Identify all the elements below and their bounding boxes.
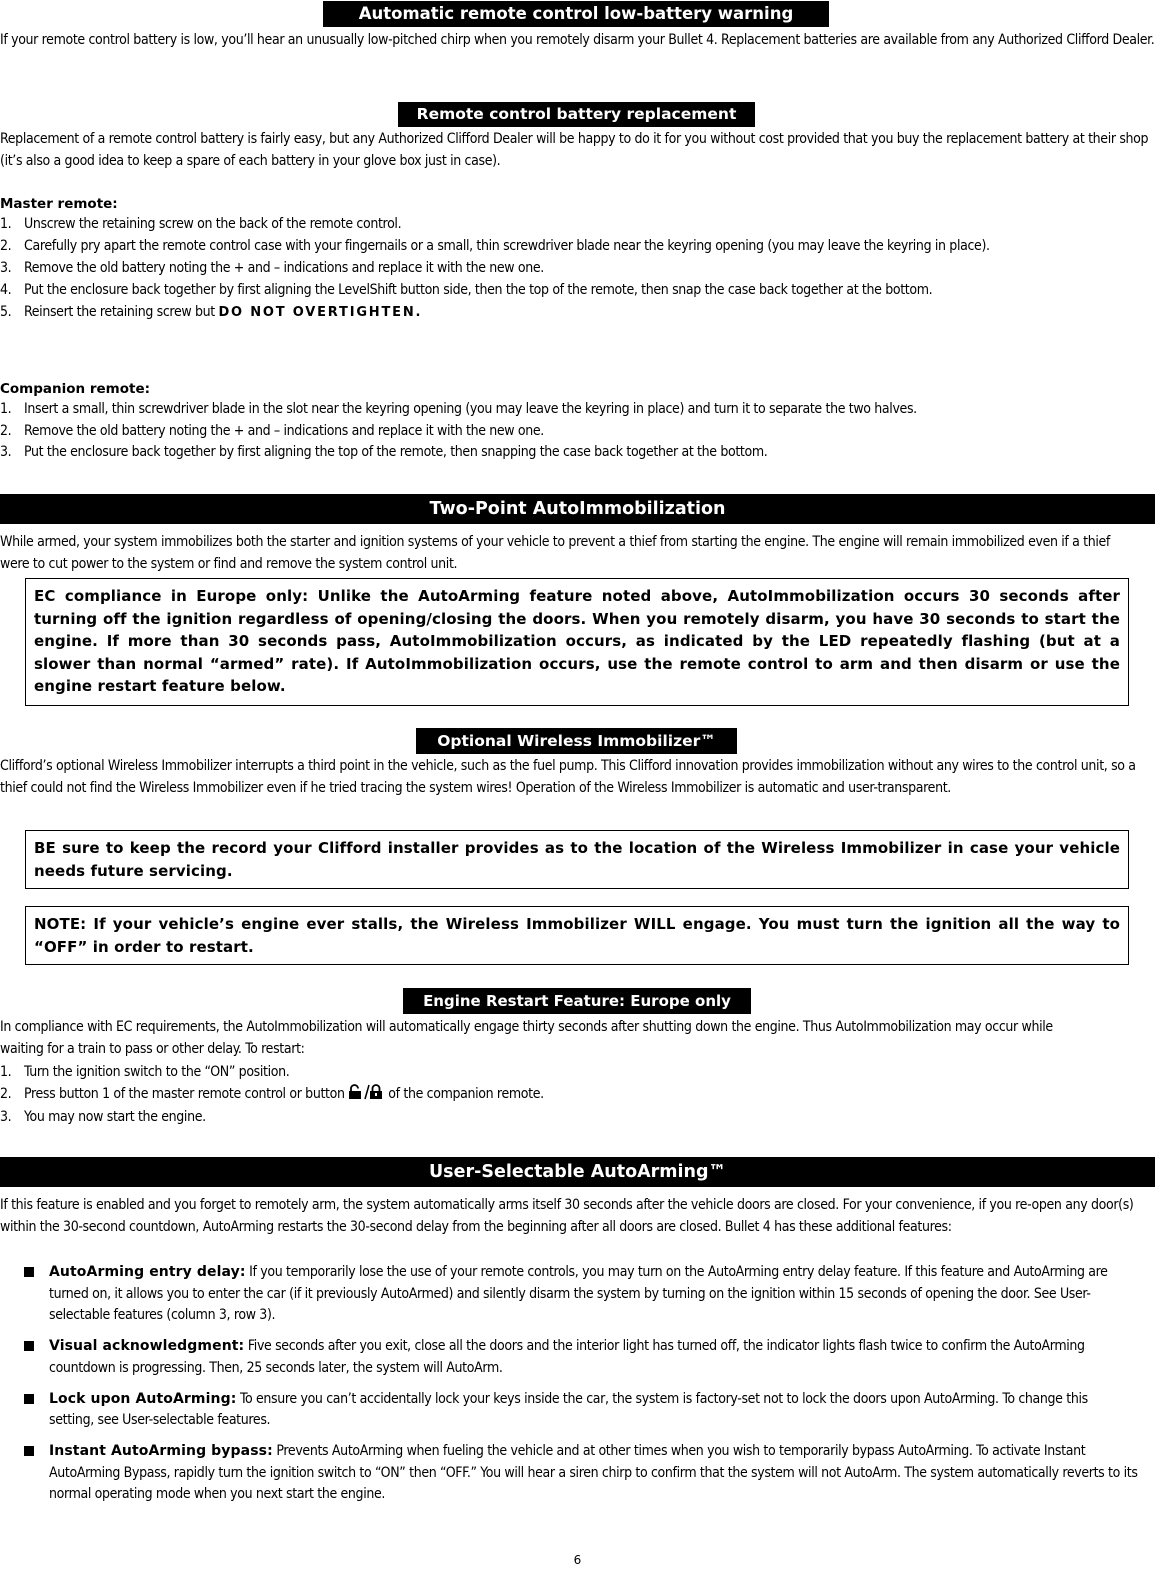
list-item: 2. Carefully pry apart the remote control case with your fingernails or a small, thin screwdriver blade near the keyring opening (you may leave the keyring in place). — [0, 238, 990, 254]
list-item: 1. Insert a small, thin screwdriver blade in the slot near the keyring opening (you may leave the keyring in place) and turn it to separate the two halves. — [0, 401, 917, 417]
list-item: Instant AutoArming bypass: Prevents AutoArming when fueling the vehicle and at other times when you wish to temporarily bypass AutoArming. To activate Instant AutoArming Bypass, rapidly turn the ignition switch to “ON” then “OFF.” You will hear a siren chirp to confirm that the system will not AutoArm. The system automatically reverts to its normal operating mode when you next start the engine. — [0, 1441, 1150, 1506]
heading-two-point-immobilization: Two-Point AutoImmobilization — [0, 494, 1155, 524]
list-item: 3. You may now start the engine. — [0, 1109, 206, 1125]
low-battery-text: If your remote control battery is low, you’ll hear an unusually low-pitched chirp when you remotely disarm your Bullet 4. Replacement batteries are available from any Authorized Clifford Dealer. — [0, 32, 1155, 48]
companion-remote-heading: Companion remote: — [0, 381, 151, 397]
list-item: 1. Unscrew the retaining screw on the back of the remote control. — [0, 216, 402, 232]
master-remote-steps — [0, 214, 1155, 323]
lock-unlock-icon — [348, 1084, 382, 1108]
heading-low-battery: Automatic remote control low-battery warning — [323, 1, 829, 27]
immobilization-text: While armed, your system immobilizes both the starter and ignition systems of your vehicle to prevent a thief from starting the engine. The engine will remain immobilized even if a thief were to cut power to the system or find and remove the system control unit. — [0, 534, 1111, 572]
heading-wireless-immobilizer: Optional Wireless Immobilizer™ — [416, 728, 737, 754]
list-item: Visual acknowledgment: Five seconds after you exit, close all the doors and the interior light has turned off, the indicator lights flash twice to confirm the AutoArming countdown is progressing. Then, 25 seconds later, the system will AutoArm. — [0, 1336, 1150, 1379]
list-item: 2. Remove the old battery noting the + and – indications and replace it with the new one. — [0, 422, 544, 439]
list-item: 4. Put the enclosure back together by first aligning the LevelShift button side, then the top of the remote, then snap the case back together at the bottom. — [0, 281, 933, 298]
list-item: AutoArming entry delay: If you temporarily lose the use of your remote controls, you may turn on the AutoArming entry delay feature. If this feature and AutoArming are turned on, it allows you to enter the car (if it previously AutoArmed) and silently disarm the system by turning on the ignition within 15 seconds of opening the door. See User-selectable features (column 3, row 3). — [0, 1262, 1150, 1327]
bullet-square-icon — [24, 1267, 34, 1277]
installer-record-note: BE sure to keep the record your Clifford installer provides as to the location of the Wireless Immobilizer in case your vehicle needs future servicing. — [25, 830, 1129, 889]
heading-engine-restart: Engine Restart Feature: Europe only — [403, 988, 751, 1014]
list-item: 3. Remove the old battery noting the + and – indications and replace it with the new one. — [0, 259, 544, 276]
engine-stall-note: NOTE: If your vehicle’s engine ever stalls, the Wireless Immobilizer WILL engage. You must turn the ignition all the way to “OFF” in order to restart. — [25, 906, 1129, 965]
master-remote-heading: Master remote: — [0, 196, 118, 212]
companion-remote-steps — [0, 399, 1155, 464]
engine-restart-steps — [0, 1062, 1155, 1129]
battery-replacement-text: Replacement of a remote control battery is fairly easy, but any Authorized Clifford Dealer will be happy to do it for you without cost provided that you buy the replacement battery at their shop (it’s also a good idea to keep a spare of each battery in your glove box just in case). — [0, 131, 1149, 169]
list-item: 3. Put the enclosure back together by first aligning the top of the remote, then snapping the case back together at the bottom. — [0, 444, 768, 460]
list-item: 5. Reinsert the retaining screw but DO NOT OVERTIGHTEN. — [0, 304, 423, 320]
engine-restart-text: In compliance with EC requirements, the AutoImmobilization will automatically engage thirty seconds after shutting down the engine. Thus AutoImmobilization may occur while waiting for a train to pass or other delay. To restart: — [0, 1019, 1053, 1057]
list-item: 1. Turn the ignition switch to the “ON” position. — [0, 1064, 290, 1080]
ec-compliance-note: EC compliance in Europe only: Unlike the AutoArming feature noted above, AutoImmobilization occurs 30 seconds after turning off the ignition regardless of opening/closing the doors. When you remotely disarm, you have 30 seconds to start the engine. If more than 30 seconds pass, AutoImmobilization occurs, as indicated by the LED repeatedly flashing (but at a slower than normal “armed” rate). If AutoImmobilization occurs, use the remote control to arm and then disarm or use the engine restart feature below. — [25, 578, 1129, 706]
bullet-square-icon — [24, 1446, 34, 1456]
page-number: 6 — [573, 1553, 582, 1567]
heading-battery-replacement: Remote control battery replacement — [398, 102, 755, 127]
wireless-text: Clifford’s optional Wireless Immobilizer interrupts a third point in the vehicle, such as the fuel pump. This Clifford innovation provides immobilization without any wires to the control unit, so a thief could not find the Wireless Immobilizer even if he tried tracing the system wires! Operation of the Wireless Immobilizer is automatic and user-transparent. — [0, 758, 1136, 796]
list-item: Lock upon AutoArming: To ensure you can’t accidentally lock your keys inside the car, the system is factory-set not to lock the doors upon AutoArming. To change this setting, see User-selectable features. — [0, 1389, 1150, 1432]
bullet-square-icon — [24, 1394, 34, 1404]
heading-autoarming: User-Selectable AutoArming™ — [0, 1157, 1155, 1187]
autoarming-text: If this feature is enabled and you forget to remotely arm, the system automatically arms itself 30 seconds after the vehicle doors are closed. For your convenience, if you re-open any door(s) within the 30-second countdown, AutoArming restarts the 30-second delay from the beginning after all doors are closed. Bullet 4 has these additional features: — [0, 1197, 1134, 1235]
autoarming-features — [0, 1262, 1150, 1515]
bullet-square-icon — [24, 1341, 34, 1351]
list-item: 2. Press button 1 of the master remote control or button of the companion remote. — [0, 1084, 1155, 1108]
